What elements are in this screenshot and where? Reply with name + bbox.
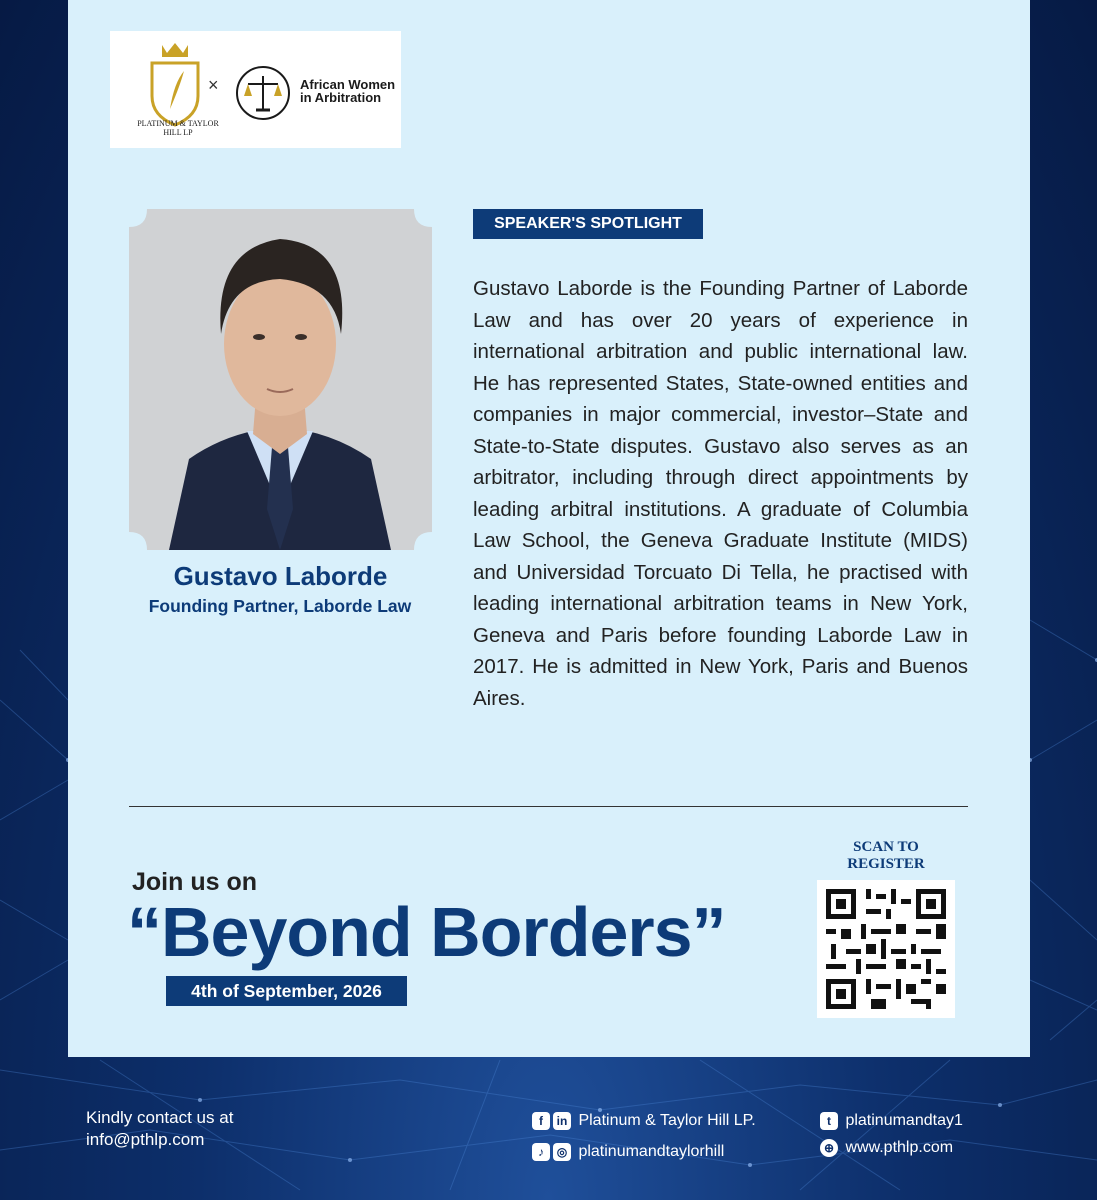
speaker-photo <box>129 209 432 550</box>
join-text: Join us on <box>132 868 257 896</box>
twitter-icon: t <box>820 1112 838 1130</box>
facebook-icon: f <box>532 1112 550 1130</box>
website-link[interactable] <box>820 1139 953 1157</box>
globe-icon: ⊕ <box>820 1139 838 1157</box>
linkedin-icon: in <box>553 1112 571 1130</box>
contact-label: Kindly contact us at <box>86 1108 234 1127</box>
contact-email-link[interactable]: info@pthlp.com <box>86 1130 205 1149</box>
tiktok-instagram-handle: platinumandtaylorhill <box>578 1143 725 1160</box>
scales-of-justice-icon <box>234 64 292 122</box>
speaker-bio: Gustavo Laborde is the Founding Partner of Laborde Law and has over 20 years of experience in international arbitration and public international law. He has represented States, State-owned entities and companies in major commercial, investor–State and State-to-State disputes. Gustavo also serves as an arbitrator, including through direct appointments by leading arbitral institutions. A graduate of Columbia Law School, the Geneva Graduate Institute (MIDS) and Universidad Torcuato Di Tella, he practised with leading international arbitration teams in New York, Geneva and Paris before founding Laborde Law in 2017. He is admitted in New York, Paris and Buenos Aires. <box>473 277 968 710</box>
tiktok-instagram-link[interactable] <box>532 1143 724 1161</box>
speaker-role: Founding Partner, Laborde Law <box>148 596 412 616</box>
website-url: www.pthlp.com <box>845 1139 954 1156</box>
twitter-handle: platinumandtay1 <box>845 1112 963 1129</box>
tiktok-icon: ♪ <box>532 1143 550 1161</box>
facebook-linkedin-handle: Platinum & Taylor Hill LP. <box>578 1112 756 1129</box>
instagram-icon: ◎ <box>553 1143 571 1161</box>
spotlight-badge: SPEAKER'S SPOTLIGHT <box>473 209 703 239</box>
event-date: 4th of September, 2026 <box>166 976 407 1006</box>
scan-to-register-label: SCAN TO REGISTER <box>847 839 925 872</box>
awia-logo-text: African Women in Arbitration <box>300 77 396 105</box>
speaker-name: Gustavo Laborde <box>173 561 388 591</box>
divider <box>129 806 968 807</box>
partner-logos <box>110 31 401 148</box>
qr-code-icon <box>826 889 946 1009</box>
pth-logo-text: PLATINUM & TAYLOR HILL LP <box>137 119 219 137</box>
twitter-link[interactable] <box>820 1112 963 1130</box>
qr-code[interactable] <box>817 880 955 1018</box>
event-title: “Beyond Borders” <box>127 893 726 971</box>
collab-separator: × <box>208 75 219 95</box>
facebook-linkedin-link[interactable] <box>532 1112 756 1130</box>
